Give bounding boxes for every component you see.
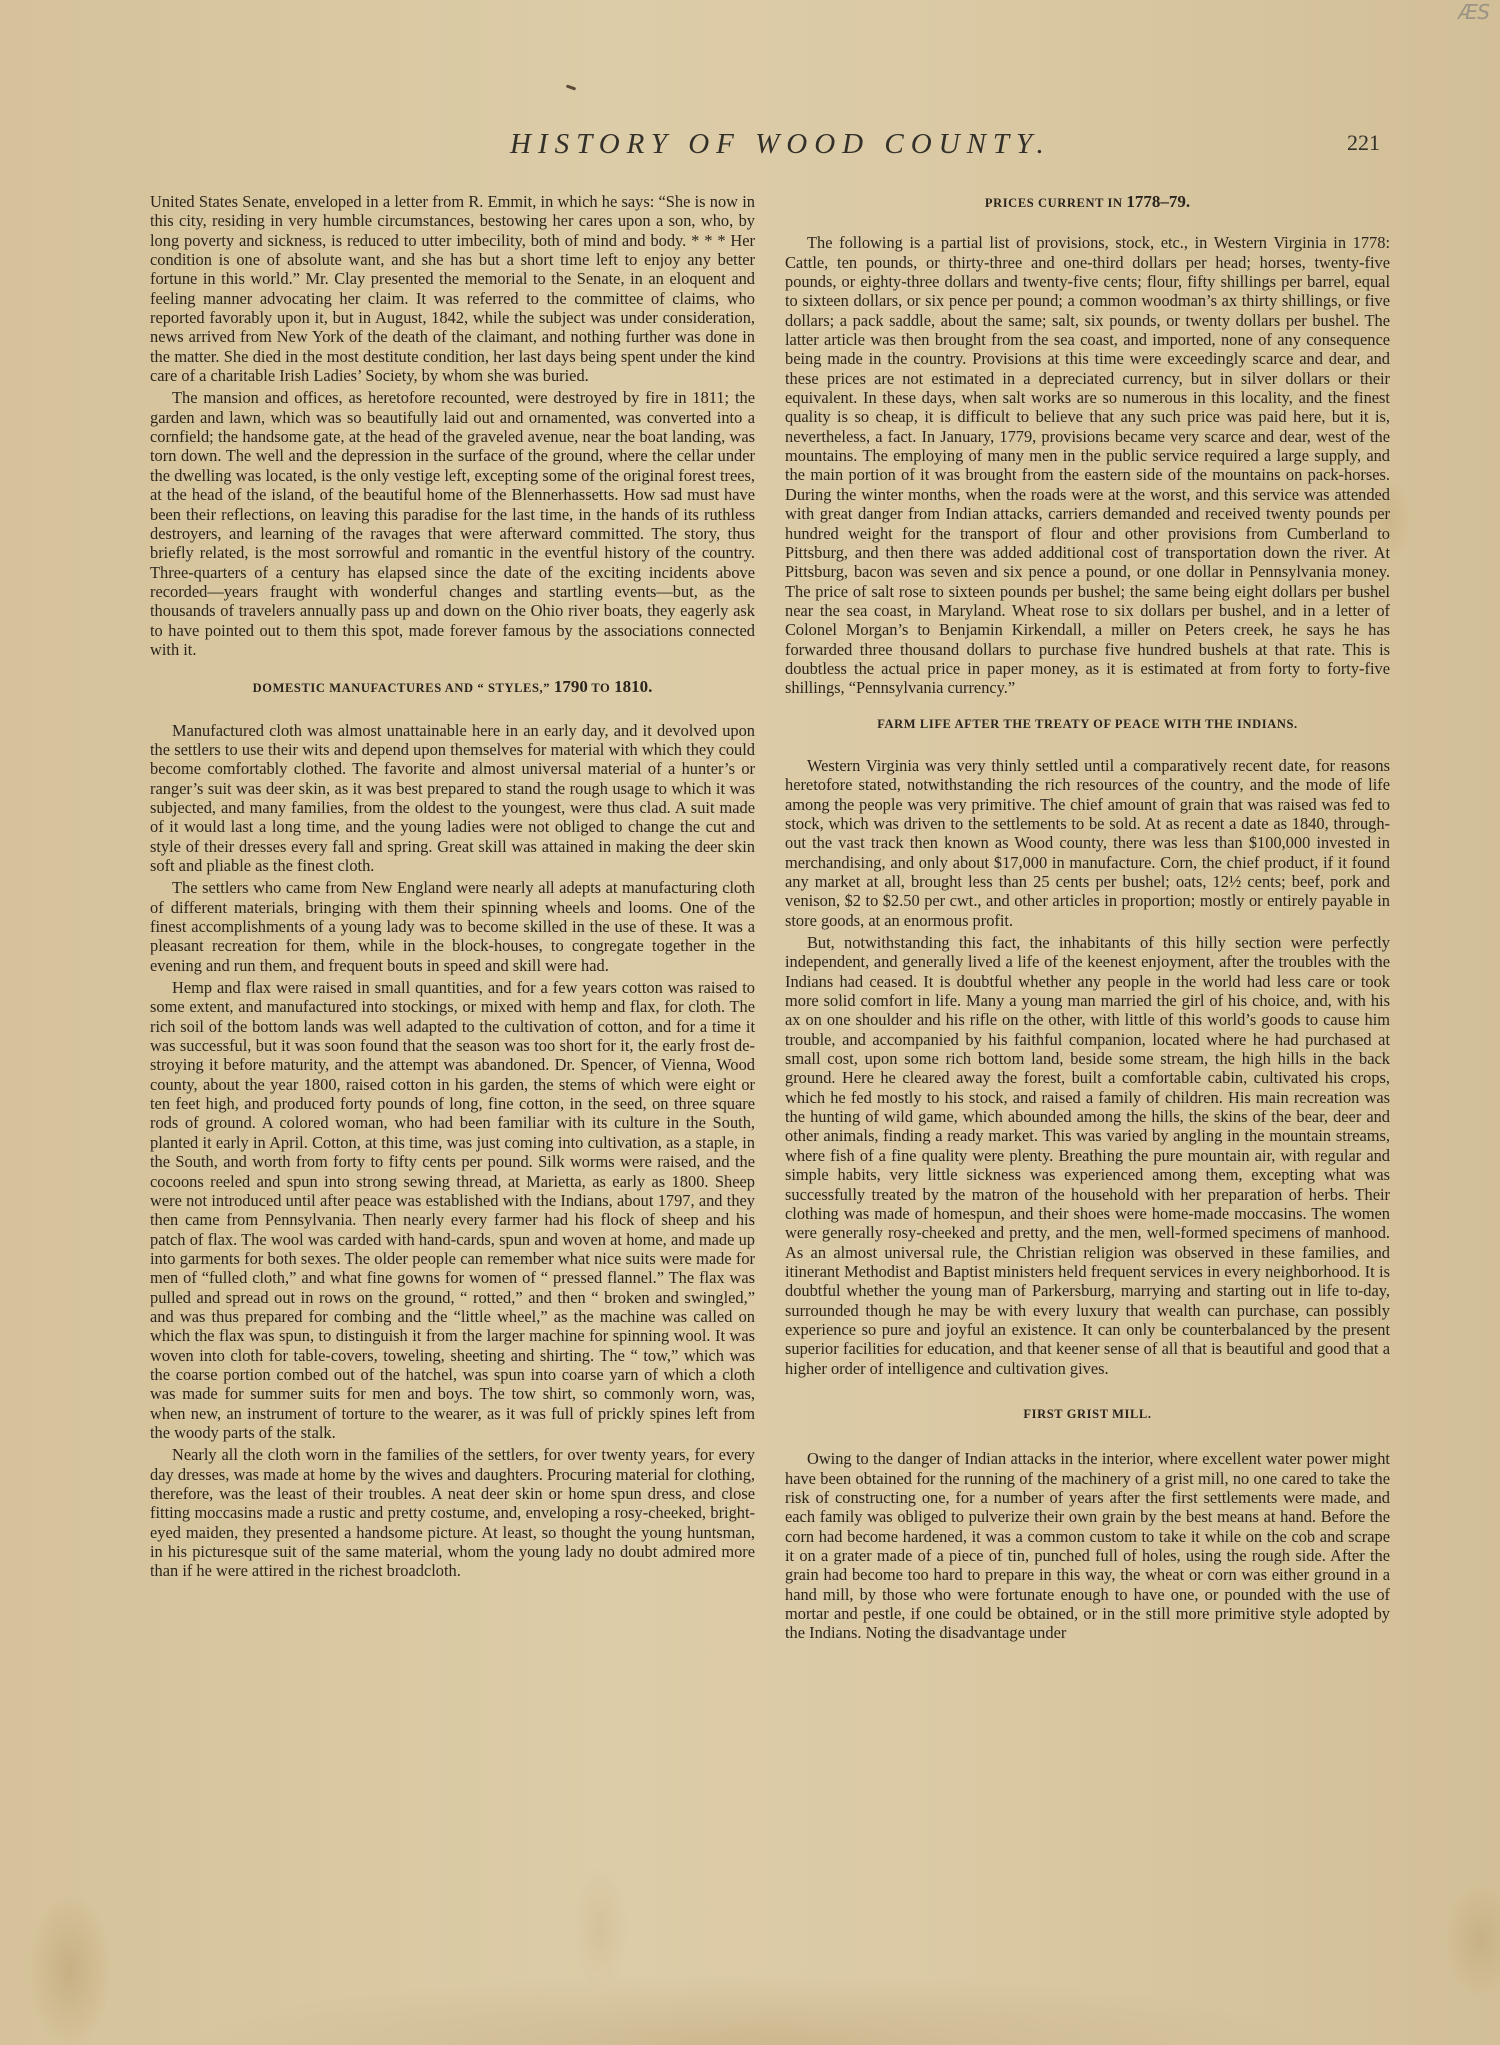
paragraph-prices-list: The following is a partial list of provisions, stock, etc., in Western Virginia in 1778: Cattle, ten pounds, or thirty-three and one-third dollars per head; horses, twenty-five pounds, or eighty-three dollars and twenty-five cents; flour, fifty shillings per barrel, equal to sixteen dollars, or six pence per pound; a common woodman’s ax thirty shillings, or five dollars; a pack saddle, about the same; salt, six pounds, or twenty dollars per bushel. The latter article was then brought from the sea coast, and imported, none of any consequence being made in the country. Provisions at this time were exceedingly scarce and dear, and these prices are not estimated in a depreciated currency, but in silver dollars or their equivalent. In these days, when salt works are so numerous in this locality, and the finest quality is so cheap, it is difficult to believe that any such price was paid here, but it is, nevertheless, a fact. In January, 1779, provisions became very scarce and dear, west of the mountains. The employing of many men in the public service required a large supply, and the main portion of it was brought from the eastern side of the mountains on pack-horses. During the winter months, when the roads were at the worst, and this service was attended with great danger from Indian attacks, carriers demanded and received twenty pounds per hundred weight for the transport of flour and other provisions from Cumberland to Pittsburg, and then there was added additional cost of transportation down the river. At Pittsburg, bacon was seven and six pence a pound, or one dollar in Pennsylvania money. The price of salt rose to sixteen pounds per bushel; the same being eight dollars per bushel near the sea coast, in Maryland. Wheat rose to six dollars per bushel, and in a letter of Colonel Morgan’s to Benjamin Kirkendall, a miller on Peters creek, he says he has forwarded three thousand dollars to purchase five hundred bushels at that rate. This is doubtless the actual price in paper money, as it is estimated at from forty to forty-five shillings, “Pennsylvania currency.”	[785, 233, 1390, 698]
ink-speck-mark	[566, 84, 576, 90]
paragraph-hemp-and-flax: Hemp and flax were raised in small quantities, and for a few years cotton was raised to some extent, and manufactured into stockings, or mixed with hemp and flax, for cloth. The rich soil of the bottom lands was well adapted to the cultivation of cotton, and for a time it was successful, but it was soon found that the season was too short for it, the early frost destroying it before maturity, and the attempt was abandoned. Dr. Spencer, of Vienna, Wood county, about the year 1800, raised cotton in his garden, the stems of which were eight or ten feet high, and produced forty pounds of long, fine cotton, in the seed, on three square rods of ground. A colored woman, who had been familiar with its culture in the South, planted it early in April. Cotton, at this time, was just coming into cultivation, as a staple, in the South, and worth from forty to fifty cents per pound. Silk worms were raised, and the cocoons reeled and spun into strong sewing thread, at Marietta, as early as 1800. Sheep were not introduced until after peace was established with the Indians, about 1797, and they then came from Pennsylvania. Then nearly every farmer had his flock of sheep and his patch of flax. The wool was carded with hand-cards, spun and woven at home, and made up into garments for both sexes. The older people can remember what nice suits were made for men of “fulled cloth,” and what fine gowns for women of “ pressed flannel.” The flax was pulled and spread out in rows on the ground, “ rotted,” and then “ broken and swingled,” and was thus prepared for combing and the “little wheel,” as the machine was called on which the flax was spun, to distinguish it from the larger machine for spinning wool. It was woven into cloth for table-covers, toweling, sheeting and shirting. The “ tow,” which was the coarse portion combed out of the hatchel, was spun into coarse yarn of which a cloth was made for summer suits for men and boys. The tow shirt, so commonly worn, was, when new, an instrument of torture to the wearer, as it was full of prickly spines left from the woody parts of the stalk.	[150, 978, 755, 1442]
paragraph-western-virginia: Western Virginia was very thinly settled until a comparatively recent date, for reasons heretofore stated, notwithstanding the rich resources of the country, and the mode of life among the people was very primitive. The chief amount of grain that was raised was fed to stock, which was driven to the settlements to be sold. At as recent a date as 1840, throughout the vast track then known as Wood county, there was less than $100,000 invested in merchandising, and only about $17,000 in manufacture. Corn, the chief product, if it found any market at all, brought less than 25 cents per bushel; oats, 12½ cents; beef, pork and venison, $2 to $2.50 per cwt., and other articles in proportion; mostly or entirely payable in store goods, at an enormous profit.	[785, 755, 1390, 930]
heading-years: 1778–79.	[1126, 192, 1191, 211]
running-header	[0, 128, 1500, 168]
paragraph-inhabitants: But, notwithstanding this fact, the inhabitants of this hilly section were perfectly independent, and generally lived a life of the keenest enjoyment, after the troubles with the Indians had ceased. It is doubtful whether any people in the world had less care or took more solid comfort in life. Many a young man married the girl of his choice, and, with his ax on one shoulder and his rifle on the other, with little of this world’s goods to cause him trouble, and accompanied by his faithful companion, located where he had purchased at small cost, upon some rich bottom land, beside some stream, the high hills in the back ground. Here he cleared away the forest, built a comfortable cabin, cultivated his crops, which he fed mostly to his stock, and raised a family of children. His main recreation was the hunting of wild game, which abounded among the hills, the skins of the bear, deer and other animals, finding a ready market. This was varied by angling in the mountain streams, where fish of a fine quality were plenty. Breathing the pure mountain air, with regular and simple habits, very little sickness was experienced among them, excepting what was successfully treated by the matron of the household with her preparation of herbs. Their clothing was made of homespun, and their shoes were home-made moccasins. The women were generally rosy-cheeked and pretty, and the men, well-formed specimens of manhood. As an almost universal rule, the Christian religion was observed in these families, and itinerant Methodist and Baptist ministers held frequent services in every neighborhood. It is doubtful whether the young man of Parkersburg, marrying and starting out in life to-day, surrounded though he may be with every luxury that wealth can purchase, can possibly experience so pure and joyful an existence. It can only be counterbalanced by the present superior facilities for education, and that keener sense of all that is beautiful and good that a higher order of intelligence and cultivation gives.	[785, 933, 1390, 1378]
section-heading-farm-life: FARM LIFE AFTER THE TREATY OF PEACE WITH THE INDIANS.	[877, 716, 1298, 731]
heading-text: DOMESTIC MANUFACTURES AND “ STYLES,”	[252, 681, 551, 696]
heading-text: PRICES CURRENT IN	[984, 196, 1123, 210]
pencil-annotation: ÆS	[1457, 0, 1490, 24]
running-title: HISTORY OF WOOD COUNTY.	[510, 128, 1051, 160]
paragraph-mansion-destroyed: The mansion and offices, as heretofore recounted, were destroyed by fire in 1811; the garden and lawn, which was so beautifully laid out and ornamented, was converted into a cornfield; the handsome gate, at the head of the graveled avenue, near the boat landing, was torn down. The well and the depression in the surface of the ground, where the cellar under the dwelling was located, is the only vestige left, excepting some of the original forest trees, at the head of the island, of the beautiful home of the Blennerhassetts. How sad must have been their reflections, on leaving this paradise for the last time, in the hands of its ruthless destroyers, and learning of the ravages that were afterward committed. The story, thus briefly related, is the most sorrowful and romantic in the eventful history of the country. Three-quarters of a century has elapsed since the date of the exciting incidents above recorded—years fraught with wonderful changes and startling events—but, as the thousands of travelers annually pass up and down on the Ohio river boats, they eagerly ask to have pointed out to them this spot, made forever famous by the associations connected with it.	[150, 388, 755, 659]
page-number: 221	[1347, 130, 1380, 155]
heading-to: TO	[591, 681, 611, 696]
heading-year-start: 1790	[553, 677, 588, 697]
section-heading-prices-current	[785, 192, 1390, 213]
paragraph-manufactured-cloth: Manufactured cloth was almost unattainable here in an early day, and it devolved upon the settlers to use their wits and depend upon themselves for material with which they could become comfortably clothed. The favorite and almost universal material of a hunter’s or ranger’s suit was deer skin, as it was best prepared to stand the rough usage to which it was subjected, and many families, from the oldest to the youngest, were thus clad. A suit made of it would last a long time, and the young ladies were not obliged to change the cut and style of their dresses every fall and spring. Great skill was attained in making the deer skin soft and pliable as the finest cloth.	[150, 720, 755, 875]
section-heading-first-grist-mill: FIRST GRIST MILL.	[1023, 1406, 1152, 1421]
paragraph-senate-memorial: United States Senate, enveloped in a letter from R. Emmit, in which he says: “She is now in this city, residing in very humble circumstances, bestowing her cares upon a son, who, by long poverty and sickness, is reduced to utter imbecility, both of mind and body. * * * Her condition is one of absolute want, and she has but a short time left to enjoy any better fortune in this world.” Mr. Clay presented the memorial to the Senate, in an eloquent and feeling manner advocating her claim. It was referred to the committee of claims, who reported favorably upon it, but in August, 1842, while the subject was under consideration, news arrived from New York of the death of the claimant, and nothing further was done in the matter. She died in the most destitute condition, her last days being spent under the kind care of a charitable Irish Ladies’ Society, by whom she was buried.	[150, 192, 755, 386]
section-heading-domestic-manufactures	[150, 677, 755, 698]
right-column	[785, 192, 1390, 1646]
heading-year-end: 1810.	[614, 677, 653, 697]
paragraph-new-england-settlers: The settlers who came from New England were nearly all adepts at manufacturing cloth of different materials, bringing with them their spinning wheels and looms. One of the finest accomplishments of a young lady was to become skilled in the use of these. It was a pleasant recreation for them, while in the block-houses, to congregate together in the evening and run them, and frequent bouts in speed and skill were had.	[150, 878, 755, 975]
paragraph-home-cloth: Nearly all the cloth worn in the families of the settlers, for over twenty years, for every day dresses, was made at home by the wives and daughters. Procuring material for clothing, therefore, was the least of their troubles. A neat deer skin or home spun dress, and close fitting moccasins made a rustic and pretty costume, and, enveloping a rosy-cheeked, brighteyed maiden, they presented a handsome picture. At least, so thought the young huntsman, in his picturesque suit of the same material, whom the young lady no doubt admired more than if he were attired in the richest broadcloth.	[150, 1445, 755, 1581]
paragraph-grist-mill: Owing to the danger of Indian attacks in the interior, where excellent water power might have been obtained for the running of the machinery of a grist mill, no one cared to take the risk of constructing one, for a number of years after the first settlements were made, and each family was obliged to pulverize their own grain by the best means at hand. Before the corn had become hardened, it was a common custom to take it while on the cob and scrape it on a grater made of a piece of tin, punched full of holes, using the rough side. After the grain had become too hard to prepare in this way, the wheat or corn was either ground in a hand mill, by those who were fortunate enough to have one, or pounded with the use of mortar and pestle, if one could be obtained, or in the still more primitive style adopted by the Indians. Noting the disadvantage under	[785, 1449, 1390, 1643]
left-column	[150, 192, 755, 1584]
